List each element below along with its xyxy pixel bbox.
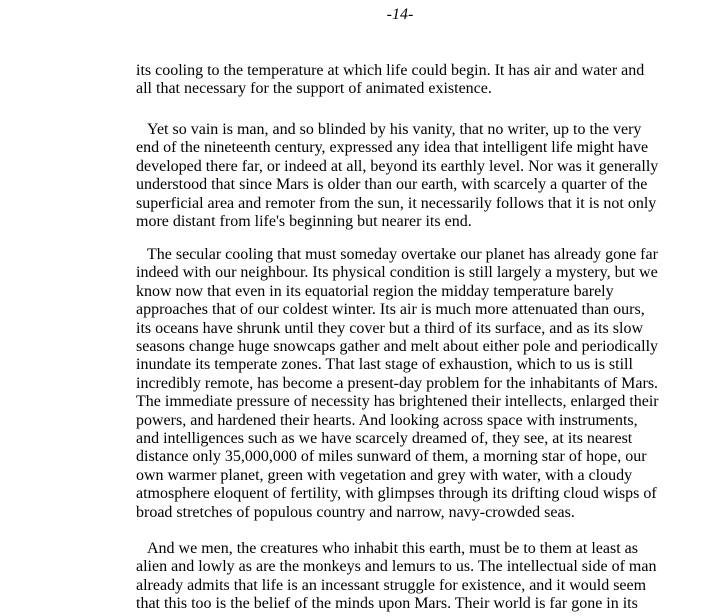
paragraph-4 <box>136 540 696 614</box>
text-line: incredibly remote, has become a present-day problem for the inhabitants of Mars. <box>136 374 659 392</box>
text-line: superficial area and remoter from the sun, it necessarily follows that it is not only <box>136 194 657 212</box>
text-line: inundate its temperate zones. That last stage of exhaustion, which to us is still <box>136 356 633 374</box>
text-line: And we men, the creatures who inhabit this earth, must be to them at least as <box>147 540 638 557</box>
text-line: The secular cooling that must someday overtake our planet has already gone far <box>147 246 658 263</box>
text-line: own warmer planet, green with vegetation and grey with water, with a cloudy <box>136 466 633 484</box>
text-line: powers, and hardened their hearts. And looking across space with instruments, <box>136 411 638 429</box>
text-line: its cooling to the temperature at which life could begin. It has air and water and <box>136 62 645 79</box>
text-line: broad stretches of populous country and narrow, navy-crowded seas. <box>136 503 575 521</box>
text-line: Yet so vain is man, and so blinded by his vanity, that no writer, up to the very <box>147 121 642 138</box>
paragraph-1 <box>136 62 696 99</box>
text-line: distance only 35,000,000 of miles sunward of them, a morning star of hope, our <box>136 448 647 466</box>
text-line: end of the nineteenth century, expressed any idea that intelligent life might have <box>136 139 649 157</box>
text-line: that this too is the belief of the minds upon Mars. Their world is far gone in its <box>136 595 638 613</box>
page-number: -14- <box>386 6 414 23</box>
text-line: already admits that life is an incessant struggle for existence, and it would seem <box>136 576 647 594</box>
text-line: its oceans have shrunk until they cover but a third of its surface, and as its slow <box>136 319 643 337</box>
text-line: The immediate pressure of necessity has brightened their intellects, enlarged their <box>136 393 659 411</box>
text-line: developed there far, or indeed at all, beyond its earthly level. Nor was it generally <box>136 157 659 175</box>
text-line: all that necessary for the support of animated existence. <box>136 80 492 98</box>
text-line: understood that since Mars is older than our earth, with scarcely a quarter of the <box>136 176 648 194</box>
paragraph-3 <box>136 246 696 522</box>
text-line: more distant from life's beginning but nearer its end. <box>136 213 472 231</box>
text-line: and intelligences such as we have scarcely dreamed of, they see, at its nearest <box>136 430 633 448</box>
paragraph-2 <box>136 121 696 231</box>
text-line: seasons change huge snowcaps gather and melt about either pole and periodically <box>136 338 659 356</box>
text-line: know now that even in its equatorial region the midday temperature barely <box>136 282 614 300</box>
text-line: atmosphere eloquent of fertility, with glimpses through its drifting cloud wisps of <box>136 485 657 503</box>
text-line: alien and lowly as are the monkeys and lemurs to us. The intellectual side of man <box>136 558 657 576</box>
text-line: approaches that of our coldest winter. Its air is much more attenuated than ours, <box>136 301 645 319</box>
text-line: indeed with our neighbour. Its physical condition is still largely a mystery, but we <box>136 264 658 282</box>
